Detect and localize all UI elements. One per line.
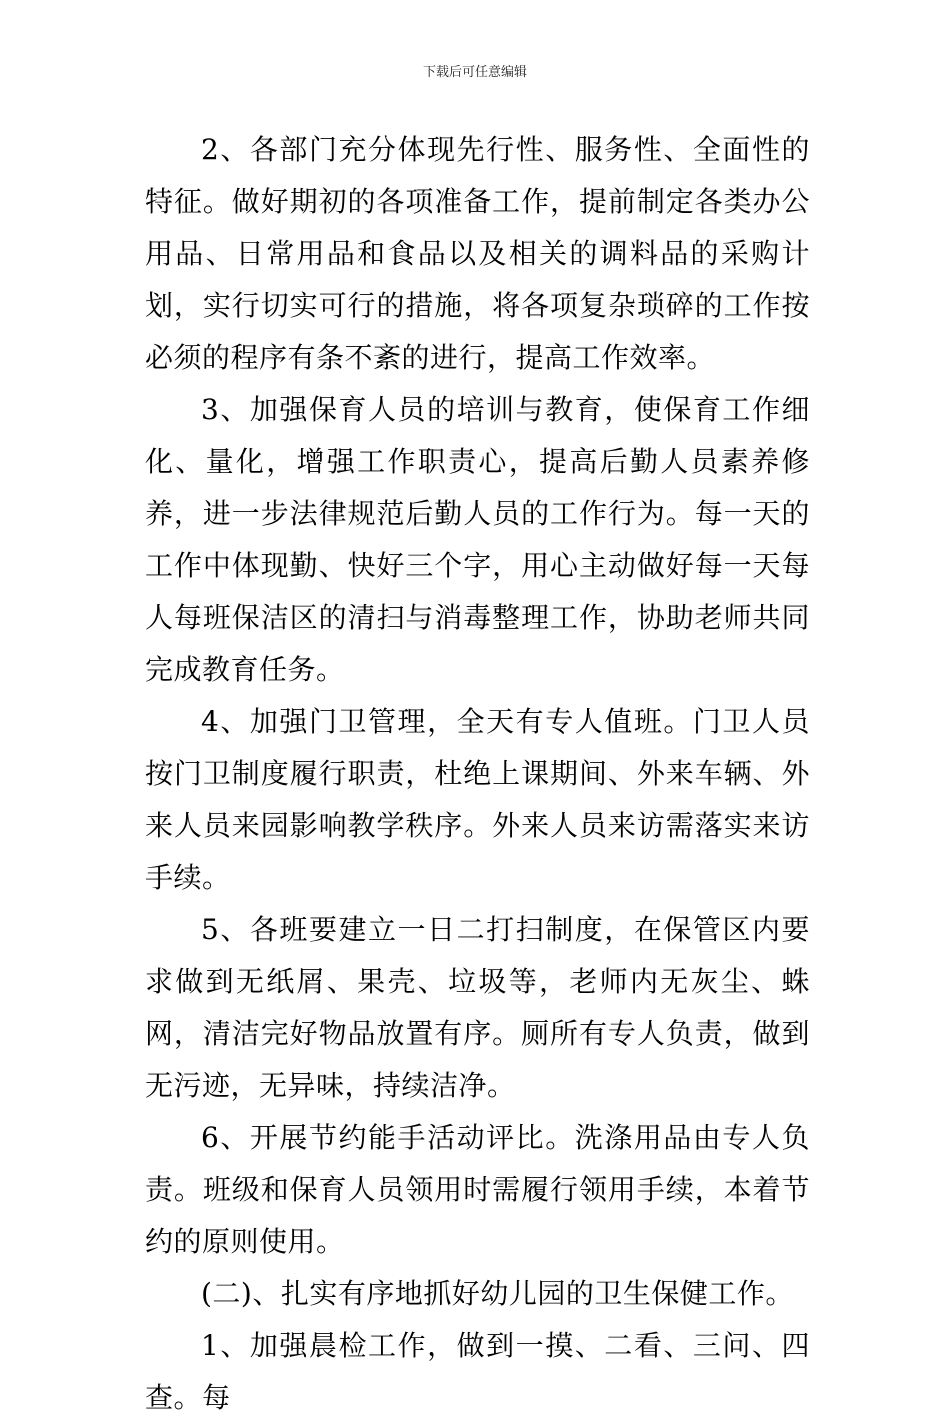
paragraph-item-1: 1、加强晨检工作，做到一摸、二看、三问、四查。每: [145, 1329, 810, 1414]
section-heading: (二)、扎实有序地抓好幼儿园的卫生保健工作。: [201, 1277, 794, 1310]
document-body: [145, 124, 810, 1424]
paragraph-item-3: 3、加强保育人员的培训与教育，使保育工作细化、量化，增强工作职责心，提高后勤人员素养修养，进一步法律规范后勤人员的工作行为。每一天的工作中体现勤、快好三个字，用心主动做好每一天每人每班保洁区的清扫与消毒整理工作，协助老师共同完成教育任务。: [145, 393, 810, 686]
paragraph-item-6: 6、开展节约能手活动评比。洗涤用品由专人负责。班级和保育人员领用时需履行领用手续，本着节约的原则使用。: [145, 1121, 810, 1258]
page-header: 下载后可任意编辑: [422, 65, 527, 80]
paragraph-item-2: 2、各部门充分体现先行性、服务性、全面性的特征。做好期初的各项准备工作，提前制定各类办公用品、日常用品和食品以及相关的调料品的采购计划，实行切实可行的措施，将各项复杂琐碎的工作按必须的程序有条不紊的进行，提高工作效率。: [145, 133, 810, 374]
paragraph-item-5: 5、各班要建立一日二打扫制度，在保管区内要求做到无纸屑、果壳、垃圾等，老师内无灰尘、蛛网，清洁完好物品放置有序。厕所有专人负责，做到无污迹，无异味，持续洁净。: [145, 913, 810, 1102]
paragraph-item-4: 4、加强门卫管理，全天有专人值班。门卫人员按门卫制度履行职责，杜绝上课期间、外来车辆、外来人员来园影响教学秩序。外来人员来访需落实来访手续。: [145, 705, 810, 894]
